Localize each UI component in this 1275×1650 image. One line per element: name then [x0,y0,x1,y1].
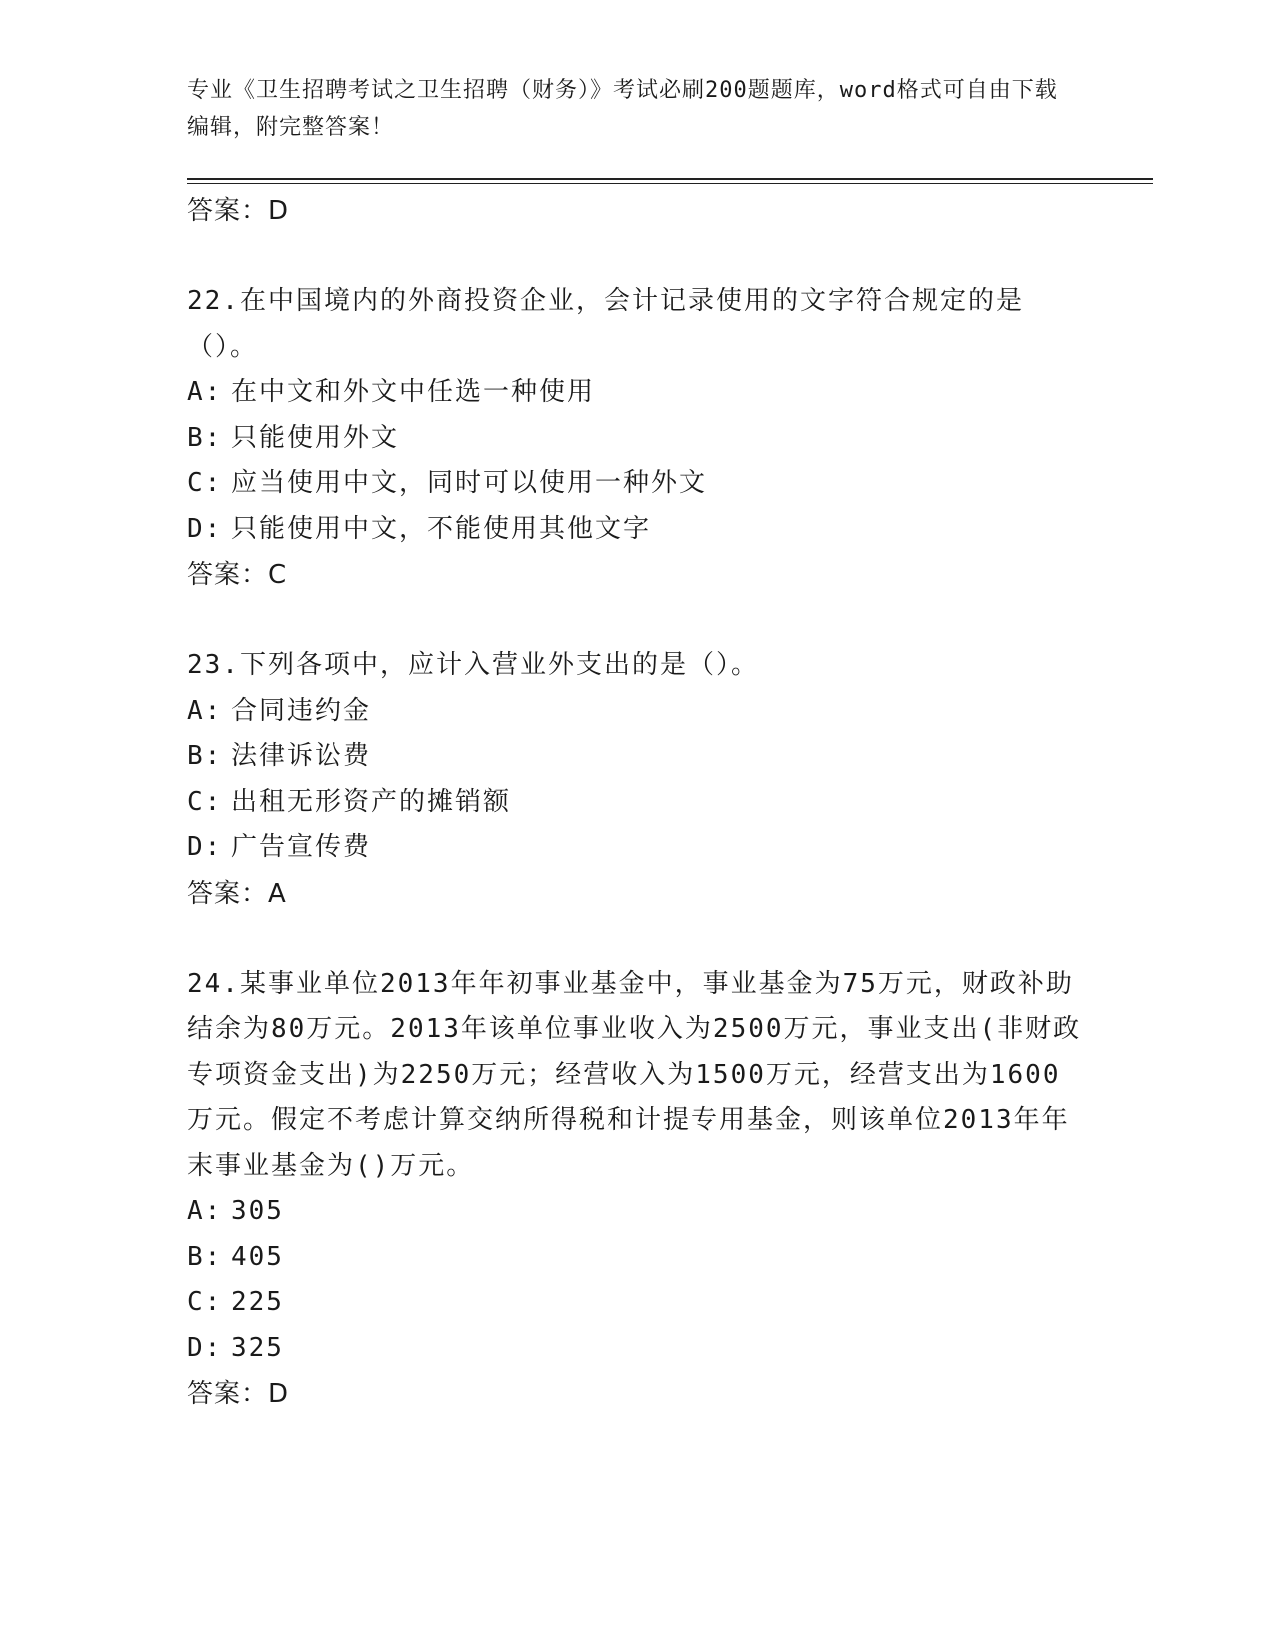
question-text: 22.在中国境内的外商投资企业，会计记录使用的文字符合规定的是（）。 [187,286,1024,362]
option-c [187,780,1087,826]
option-b [187,416,1087,462]
option-label: A: [187,377,223,407]
option-d [187,507,1087,553]
option-label: C: [187,468,223,498]
option-b [187,1235,1087,1281]
question-text: 24.某事业单位2013年年初事业基金中，事业基金为75万元，财政补助结余为80万元。2013年该单位事业收入为2500万元，事业支出(非财政专项资金支出)为2250万元；经营收入为1500万元，经营支出为1600万元。假定不考虑计算交纳所得税和计提专用基金，则该单位2013年年末事业基金为()万元。 [187,968,1082,1181]
option-text: 只能使用外文 [231,422,400,453]
option-text: 广告宣传费 [231,832,372,862]
option-text: 305 [231,1196,284,1226]
option-text: 法律诉讼费 [231,741,372,771]
answer-text: 答案：C [187,560,288,590]
option-d [187,1326,1087,1372]
question-list [187,188,1087,1417]
previous-answer: 答案：D [187,196,290,226]
spacer [187,917,1087,962]
option-label: A: [187,695,223,726]
option-c [187,1280,1087,1326]
option-label: D: [187,832,223,862]
document-header: 专业《卫生招聘考试之卫生招聘（财务）》考试必刷200题题库，word格式可自由下载编辑，附完整答案！ [187,78,1058,140]
spacer [187,234,1087,279]
option-text: 在中文和外文中任选一种使用 [231,377,596,407]
question-block [187,279,1087,598]
option-label: B: [187,422,223,453]
question-block [187,643,1087,917]
option-a [187,370,1087,416]
option-text: 合同违约金 [231,695,372,726]
option-text: 出租无形资产的摊销额 [231,786,512,817]
option-label: A: [187,1196,223,1226]
option-text: 225 [231,1287,284,1317]
option-label: D: [187,513,223,544]
spacer [187,598,1087,643]
option-text: 405 [231,1241,284,1272]
option-label: C: [187,1287,223,1317]
question-text: 23.下列各项中，应计入营业外支出的是（）。 [187,650,759,680]
header-rule-thick [187,178,1153,180]
option-text: 应当使用中文，同时可以使用一种外文 [231,468,708,498]
option-label: D: [187,1332,223,1363]
option-label: C: [187,786,223,817]
header-rule-thin [187,183,1153,184]
option-a [187,1189,1087,1235]
option-label: B: [187,1241,223,1272]
option-label: B: [187,741,223,771]
option-d [187,825,1087,871]
option-a [187,689,1087,735]
option-text: 325 [231,1332,284,1363]
answer-text: 答案：D [187,1379,290,1409]
answer-text: 答案：A [187,878,287,909]
option-c [187,461,1087,507]
question-block [187,962,1087,1418]
option-text: 只能使用中文，不能使用其他文字 [231,513,652,544]
option-b [187,734,1087,780]
